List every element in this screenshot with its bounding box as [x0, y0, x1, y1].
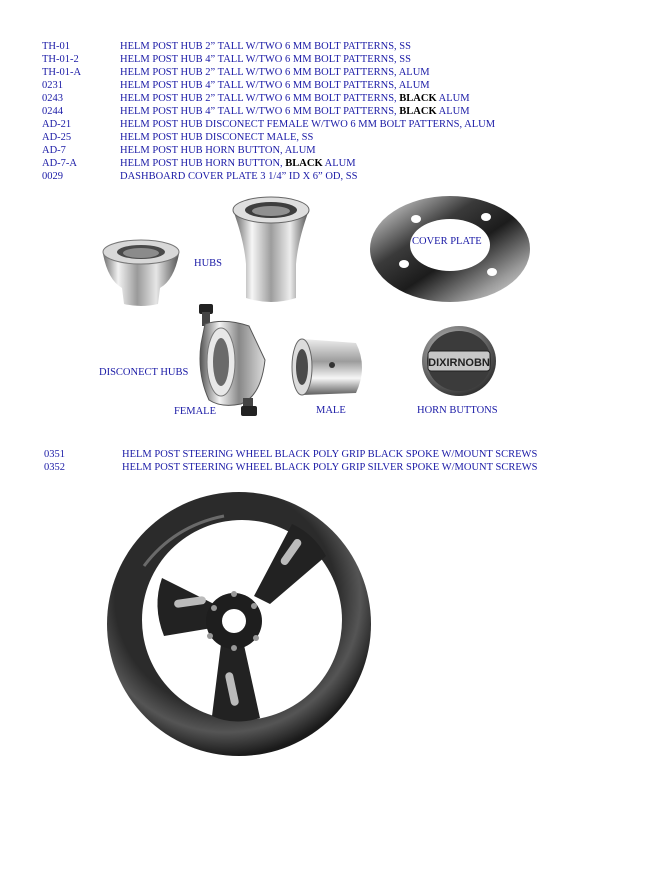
part-description: HELM POST HUB 4” TALL W/TWO 6 MM BOLT PATTERNS, ALUM: [120, 80, 430, 91]
part-code: TH-01-2: [42, 54, 79, 65]
part-code: 0243: [42, 93, 63, 104]
part-code: 0244: [42, 106, 63, 117]
part-code: AD-7-A: [42, 158, 77, 169]
part-code: 0029: [42, 171, 63, 182]
horn-buttons-label: HORN BUTTONS: [417, 405, 498, 416]
part-description: HELM POST HUB DISCONECT FEMALE W/TWO 6 MM BOLT PATTERNS, ALUM: [120, 119, 496, 130]
part-code: AD-7: [42, 145, 66, 156]
part-description: HELM POST HUB 2” TALL W/TWO 6 MM BOLT PATTERNS, ALUM: [120, 67, 430, 78]
female-disconnect-hub-image: [191, 304, 271, 418]
part-code: 0352: [44, 462, 65, 473]
horn-button-image: [420, 324, 498, 398]
part-description: HELM POST HUB HORN BUTTON, ALUM: [120, 145, 316, 156]
part-description: HELM POST HUB 2” TALL W/TWO 6 MM BOLT PATTERNS, SS: [120, 41, 411, 52]
part-code: AD-25: [42, 132, 72, 143]
cover-plate-label: COVER PLATE: [412, 236, 482, 247]
part-description: HELM POST HUB DISCONECT MALE, SS: [120, 132, 314, 143]
part-code: AD-21: [42, 119, 72, 130]
male-label: MALE: [316, 405, 346, 416]
female-label: FEMALE: [174, 406, 216, 417]
part-description: HELM POST HUB 4” TALL W/TWO 6 MM BOLT PATTERNS, BLACK ALUM: [120, 106, 470, 117]
horn-logo-text: DIXIRNOBN: [428, 357, 490, 369]
part-description: HELM POST STEERING WHEEL BLACK POLY GRIP BLACK SPOKE W/MOUNT SCREWS: [122, 449, 538, 460]
steering-wheel-image: [104, 486, 374, 758]
part-description: HELM POST HUB 4” TALL W/TWO 6 MM BOLT PATTERNS, SS: [120, 54, 411, 65]
part-code: TH-01: [42, 41, 70, 52]
catalog-list-2: [44, 448, 644, 476]
part-code: 0351: [44, 449, 65, 460]
part-description: DASHBOARD COVER PLATE 3 1/4” ID X 6” OD, SS: [120, 171, 358, 182]
part-description: HELM POST STEERING WHEEL BLACK POLY GRIP SILVER SPOKE W/MOUNT SCREWS: [122, 462, 538, 473]
tall-hub-image: [230, 194, 312, 306]
short-hub-image: [100, 236, 182, 308]
hubs-label: HUBS: [194, 258, 223, 269]
cover-plate-image: [366, 194, 534, 304]
disconect-hubs-label: DISCONECT HUBS: [99, 367, 189, 378]
catalog-list-1: [42, 40, 642, 185]
male-disconnect-hub-image: [290, 335, 372, 399]
part-description: HELM POST HUB 2” TALL W/TWO 6 MM BOLT PATTERNS, BLACK ALUM: [120, 93, 470, 104]
part-code: TH-01-A: [42, 67, 82, 78]
part-description: HELM POST HUB HORN BUTTON, BLACK ALUM: [120, 158, 356, 169]
part-code: 0231: [42, 80, 63, 91]
